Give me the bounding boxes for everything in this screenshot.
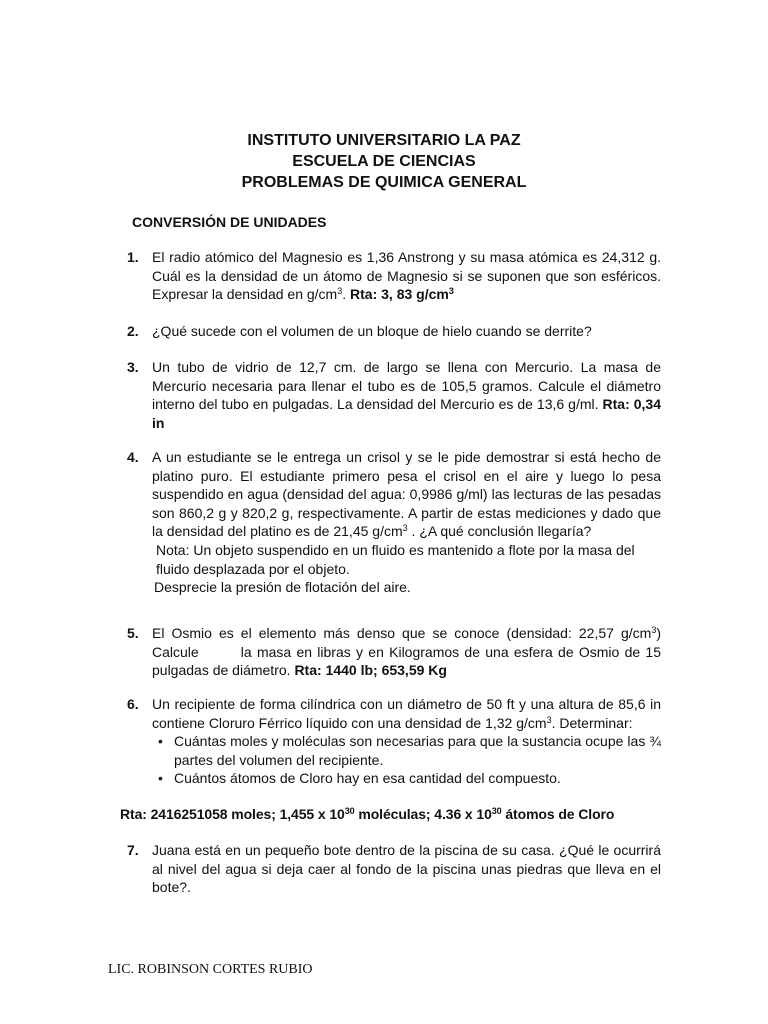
document-title: PROBLEMAS DE QUIMICA GENERAL [241,174,527,191]
problem-note: Nota: Un objeto suspendido en un fluido es mantenido a flote por la masa del fluido desplazada por el objeto. [156,541,635,577]
answer: Rta: 0,34 in [152,396,662,431]
problem-text: El Osmio es el elemento más denso que se conoce (densidad: 22,57 $g/cm^3$) Calcule la masa en libras y en Kilogramos de una esfera de Osmio de 15 pulgadas de diámetro. Rta: 1440 lb; 653,59 Kg [152,625,665,679]
problem-number: 2. [127,323,139,339]
problem-number: 3. [127,359,139,375]
problem-text: Un recipiente de forma cilíndrica con un diámetro de 50 ft y una altura de 85,6 in contiene Cloruro Férrico líquido con una densidad de 1,32 $g/cm^3$. Determinar: • Cuántas moles y moléculas son necesarias para que la sustancia ocupe las ¾ partes del volumen del recipiente. • Cuántos átomos de Cloro hay en esa cantidad del compuesto. [152,695,661,788]
problem-text: A un estudiante se le entrega un crisol y se le pide demostrar si está hecho de platino puro. El estudiante primero pesa el crisol en el aire y luego lo pesa suspendido en agua (densidad del agua: 0,9986 g/ml) las lecturas de las pesadas son 860,2 g y 820,2 g, respectivamente. A partir de estas mediciones y dado que la densidad del platino es de 21,45 $g/cm^3$ . ¿A qué conclusión llegaría? Nota: Un objeto suspendido en un fluido es mantenido a flote por la masa del fluido desplazada por el objeto. Desprecie la presión de flotación del aire. [152,449,661,596]
problem-6-answer: Rta: 2416251058 moles; 1,455 x $10^{30}$ moléculas; 4.36 x $10^{30}$ átomos de Cloro [120,806,615,822]
bullet-list [152,732,661,788]
author-footer: LIC. ROBINSON CORTES RUBIO [108,962,313,977]
problem-note: Desprecie la presión de flotación del aire. [154,579,411,596]
list-item: • Cuántas moles y moléculas son necesarias para que la sustancia ocupe las ¾ partes del volumen del recipiente. [174,732,661,769]
list-item: • Cuántos átomos de Cloro hay en esa cantidad del compuesto. [174,769,661,788]
problem-text: El radio atómico del Magnesio es 1,36 Anstrong y su masa atómica es 24,312 g. Cuál es la densidad de un átomo de Magnesio si se suponen que son esféricos. Expresar la densidad en $g/cm^3$. Rta: 3, 83 $g/cm^3$ [152,249,661,303]
school-name: ESCUELA DE CIENCIAS [292,153,476,170]
problem-4 [127,448,661,597]
problem-6 [127,695,661,788]
problem-number: 4. [127,449,139,465]
institution-name: INSTITUTO UNIVERSITARIO LA PAZ [247,132,521,149]
problem-1 [127,248,661,304]
answer: Rta: 1440 lb; 653,59 Kg [294,662,447,679]
problem-5 [127,624,665,680]
problem-text: Juana está en un pequeño bote dentro de la piscina de su casa. ¿Qué le ocurrirá al nivel del agua si deja caer al fondo de la piscina unas piedras que lleva en el bote?. [152,842,661,896]
problem-7 [127,841,661,897]
problem-text: Un tubo de vidrio de 12,7 cm. de largo se llena con Mercurio. La masa de Mercurio necesaria para llenar el tubo es de 105,5 gramos. Calcule el diámetro interno del tubo en pulgadas. La densidad del Mercurio es de 13,6 g/ml. Rta: 0,34 in [152,359,662,431]
section-title: CONVERSIÓN DE UNIDADES [132,214,327,230]
problem-text: ¿Qué sucede con el volumen de un bloque de hielo cuando se derrite? [152,323,592,339]
problem-number: 7. [127,842,139,858]
document-header [0,130,768,193]
problem-number: 6. [127,696,139,712]
answer: Rta: 3, 83 g/cm [350,286,449,303]
problem-number: 5. [127,625,139,641]
problem-2 [127,322,661,341]
problem-3 [127,358,661,432]
problem-number: 1. [127,249,139,265]
